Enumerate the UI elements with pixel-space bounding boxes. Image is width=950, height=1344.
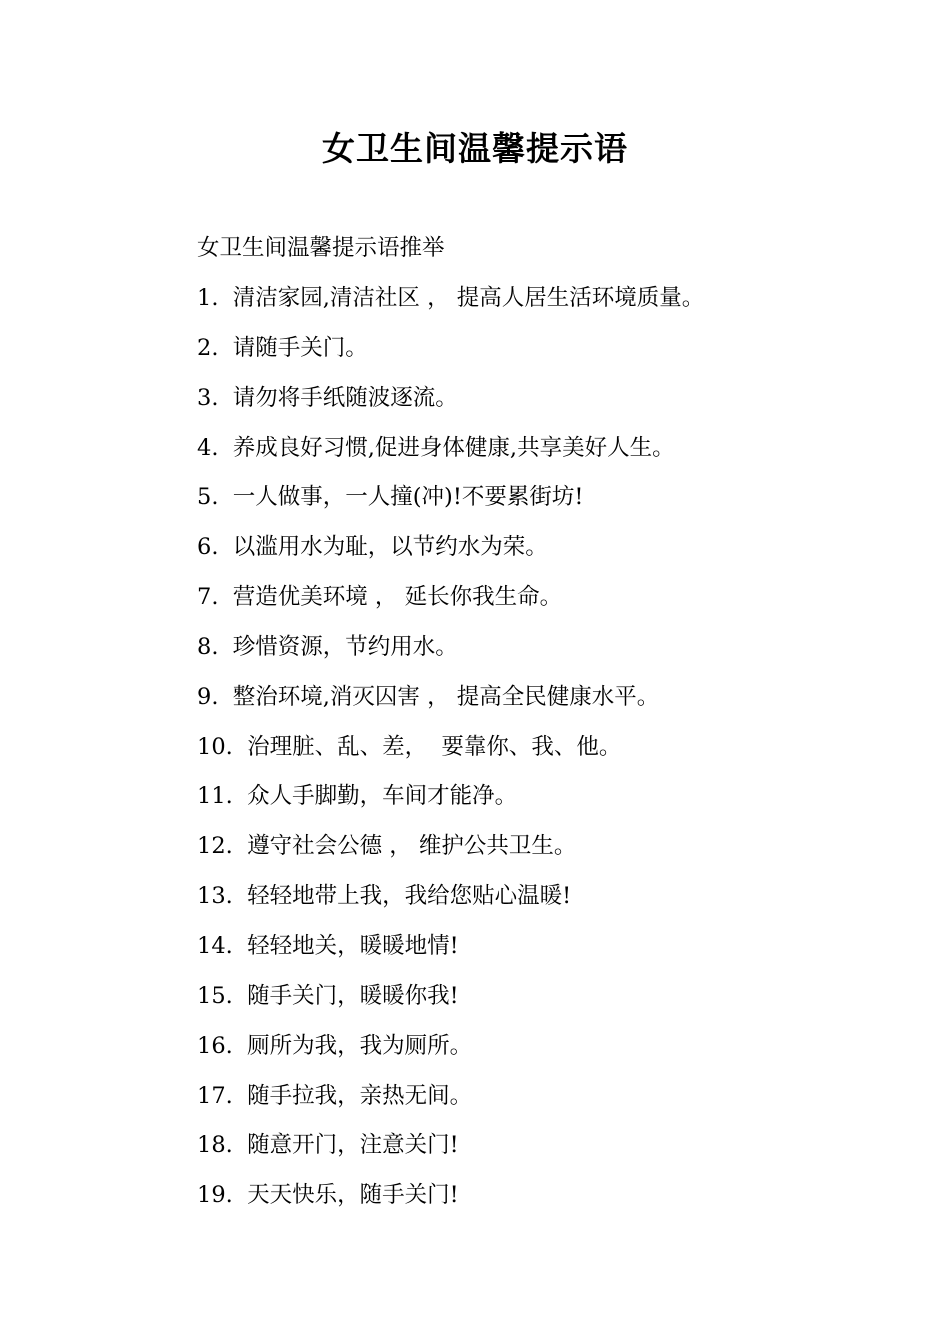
list-item: 14. 轻轻地关，暖暖地情! [197,932,459,959]
list-item: 7. 营造优美环境 ， 延长你我生命。 [197,584,563,611]
list-item: 11. 众人手脚勤，车间才能净。 [197,783,518,810]
list-item: 9. 整治环境,消灭囚害 ， 提高全民健康水平。 [197,683,660,710]
page-title: 女卫生间温馨提示语 [322,129,628,168]
list-item: 17. 随手拉我，亲热无间。 [197,1082,473,1109]
list-item: 10. 治理脏、乱、差， 要靠你、我、他。 [197,733,622,760]
list-item: 13. 轻轻地带上我，我给您贴心温暖! [197,883,572,910]
list-item: 19. 天天快乐，随手关门! [197,1182,459,1209]
list-item: 16. 厕所为我，我为厕所。 [197,1032,473,1059]
list-item: 1. 清洁家园,清洁社区 ， 提高人居生活环境质量。 [197,285,705,311]
list-item: 18. 随意开门，注意关门! [197,1132,459,1159]
tips-list [197,280,704,1227]
list-item: 4. 养成良好习惯,促进身体健康,共享美好人生。 [197,434,675,461]
list-item: 6. 以滥用水为耻，以节约水为荣。 [197,534,548,561]
list-item: 8. 珍惜资源，节约用水。 [197,633,458,660]
list-item: 5. 一人做事，一人撞(冲)!不要累街坊! [197,484,584,511]
section-heading: 女卫生间温馨提示语推举 [197,235,445,261]
list-item: 2. 请随手关门。 [197,334,368,361]
list-item: 15. 随手关门，暖暖你我! [197,982,459,1009]
list-item: 3. 请勿将手纸随波逐流。 [197,384,458,411]
list-item: 12. 遵守社会公德 ， 维护公共卫生。 [197,833,577,860]
